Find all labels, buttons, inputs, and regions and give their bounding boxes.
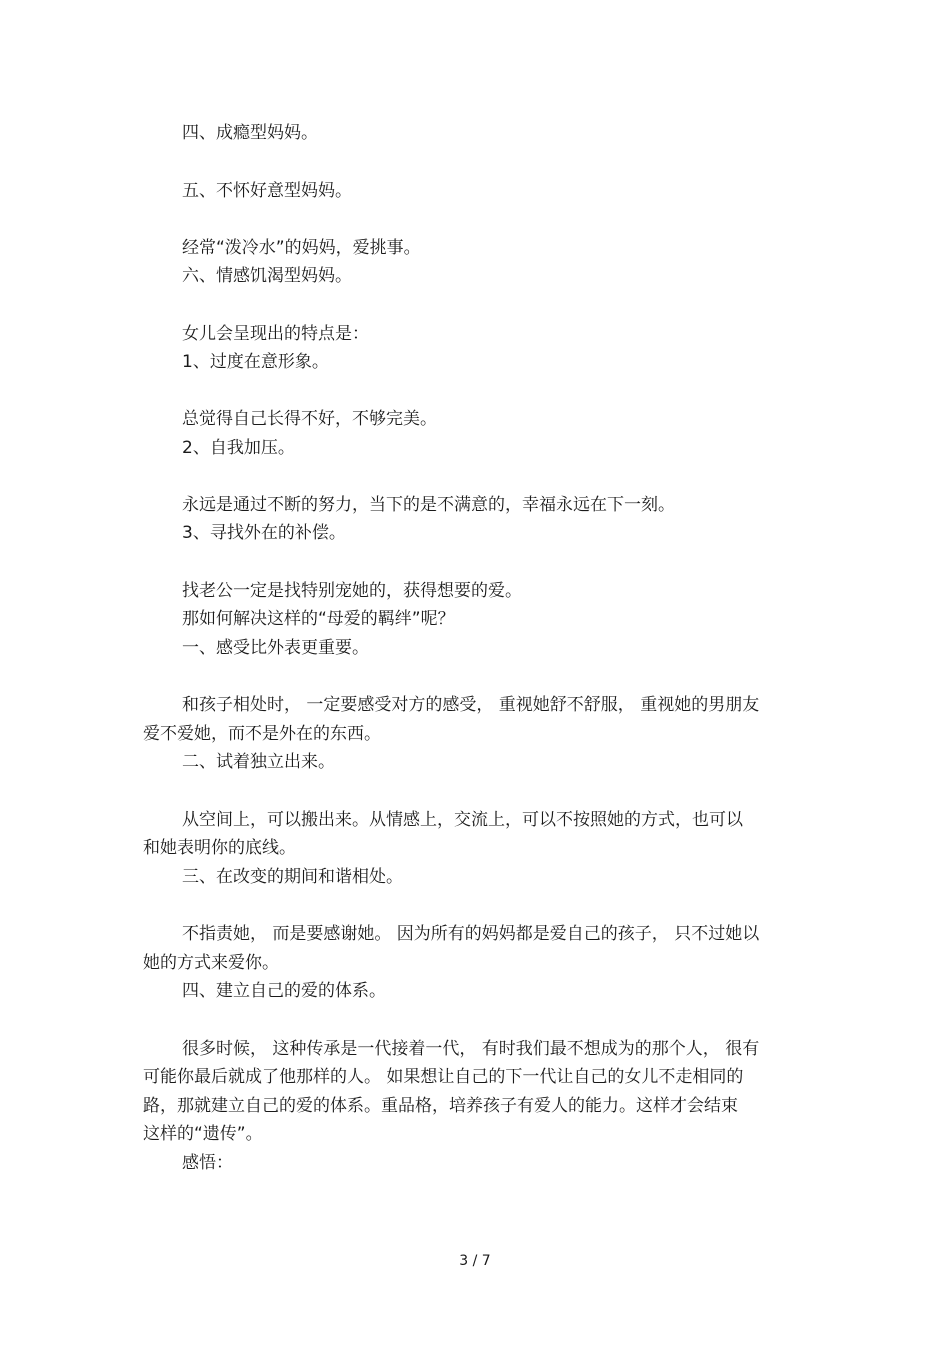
text-line: 那如何解决这样的“母爱的羁绊”呢？ (182, 609, 455, 629)
text-line: 永远是通过不断的努力，当下的是不满意的，幸福永远在下一刻。 (182, 495, 675, 515)
text-line: 很多时候， 这种传承是一代接着一代， 有时我们最不想成为的那个人， 很有 (182, 1039, 760, 1059)
text-line: 这样的“遗传”。 (143, 1124, 263, 1144)
text-line: 感悟： (182, 1153, 233, 1173)
text-line: 她的方式来爱你。 (143, 953, 279, 973)
text-line: 一、感受比外表更重要。 (182, 638, 369, 658)
text-line: 爱不爱她，而不是外在的东西。 (143, 724, 381, 744)
text-line: 找老公一定是找特别宠她的，获得想要的爱。 (182, 581, 522, 601)
text-line: 二、试着独立出来。 (182, 752, 335, 772)
text-line: 总觉得自己长得不好，不够完美。 (182, 409, 437, 429)
page-indicator: 3 / 7 (459, 1253, 491, 1269)
text-line: 从空间上，可以搬出来。从情感上，交流上，可以不按照她的方式，也可以 (182, 810, 743, 830)
text-line: 2、自我加压。 (182, 438, 295, 458)
text-line: 3、寻找外在的补偿。 (182, 523, 346, 543)
text-line: 不指责她， 而是要感谢她。 因为所有的妈妈都是爱自己的孩子， 只不过她以 (182, 924, 760, 944)
text-line: 1、过度在意形象。 (182, 352, 329, 372)
text-line: 和孩子相处时， 一定要感受对方的感受， 重视她舒不舒服， 重视她的男朋友 (182, 695, 760, 715)
text-line: 三、在改变的期间和谐相处。 (182, 867, 403, 887)
text-line: 和她表明你的底线。 (143, 838, 296, 858)
text-line: 四、成瘾型妈妈。 (182, 123, 318, 143)
text-line: 女儿会呈现出的特点是： (182, 324, 369, 344)
text-line: 六、情感饥渴型妈妈。 (182, 266, 352, 286)
text-line: 四、建立自己的爱的体系。 (182, 981, 386, 1001)
text-line: 五、不怀好意型妈妈。 (182, 181, 352, 201)
text-line: 可能你最后就成了他那样的人。 如果想让自己的下一代让自己的女儿不走相同的 (143, 1067, 744, 1087)
text-line: 经常“泼冷水”的妈妈，爱挑事。 (182, 238, 421, 258)
text-line: 路，那就建立自己的爱的体系。重品格，培养孩子有爱人的能力。这样才会结束 (143, 1096, 738, 1116)
